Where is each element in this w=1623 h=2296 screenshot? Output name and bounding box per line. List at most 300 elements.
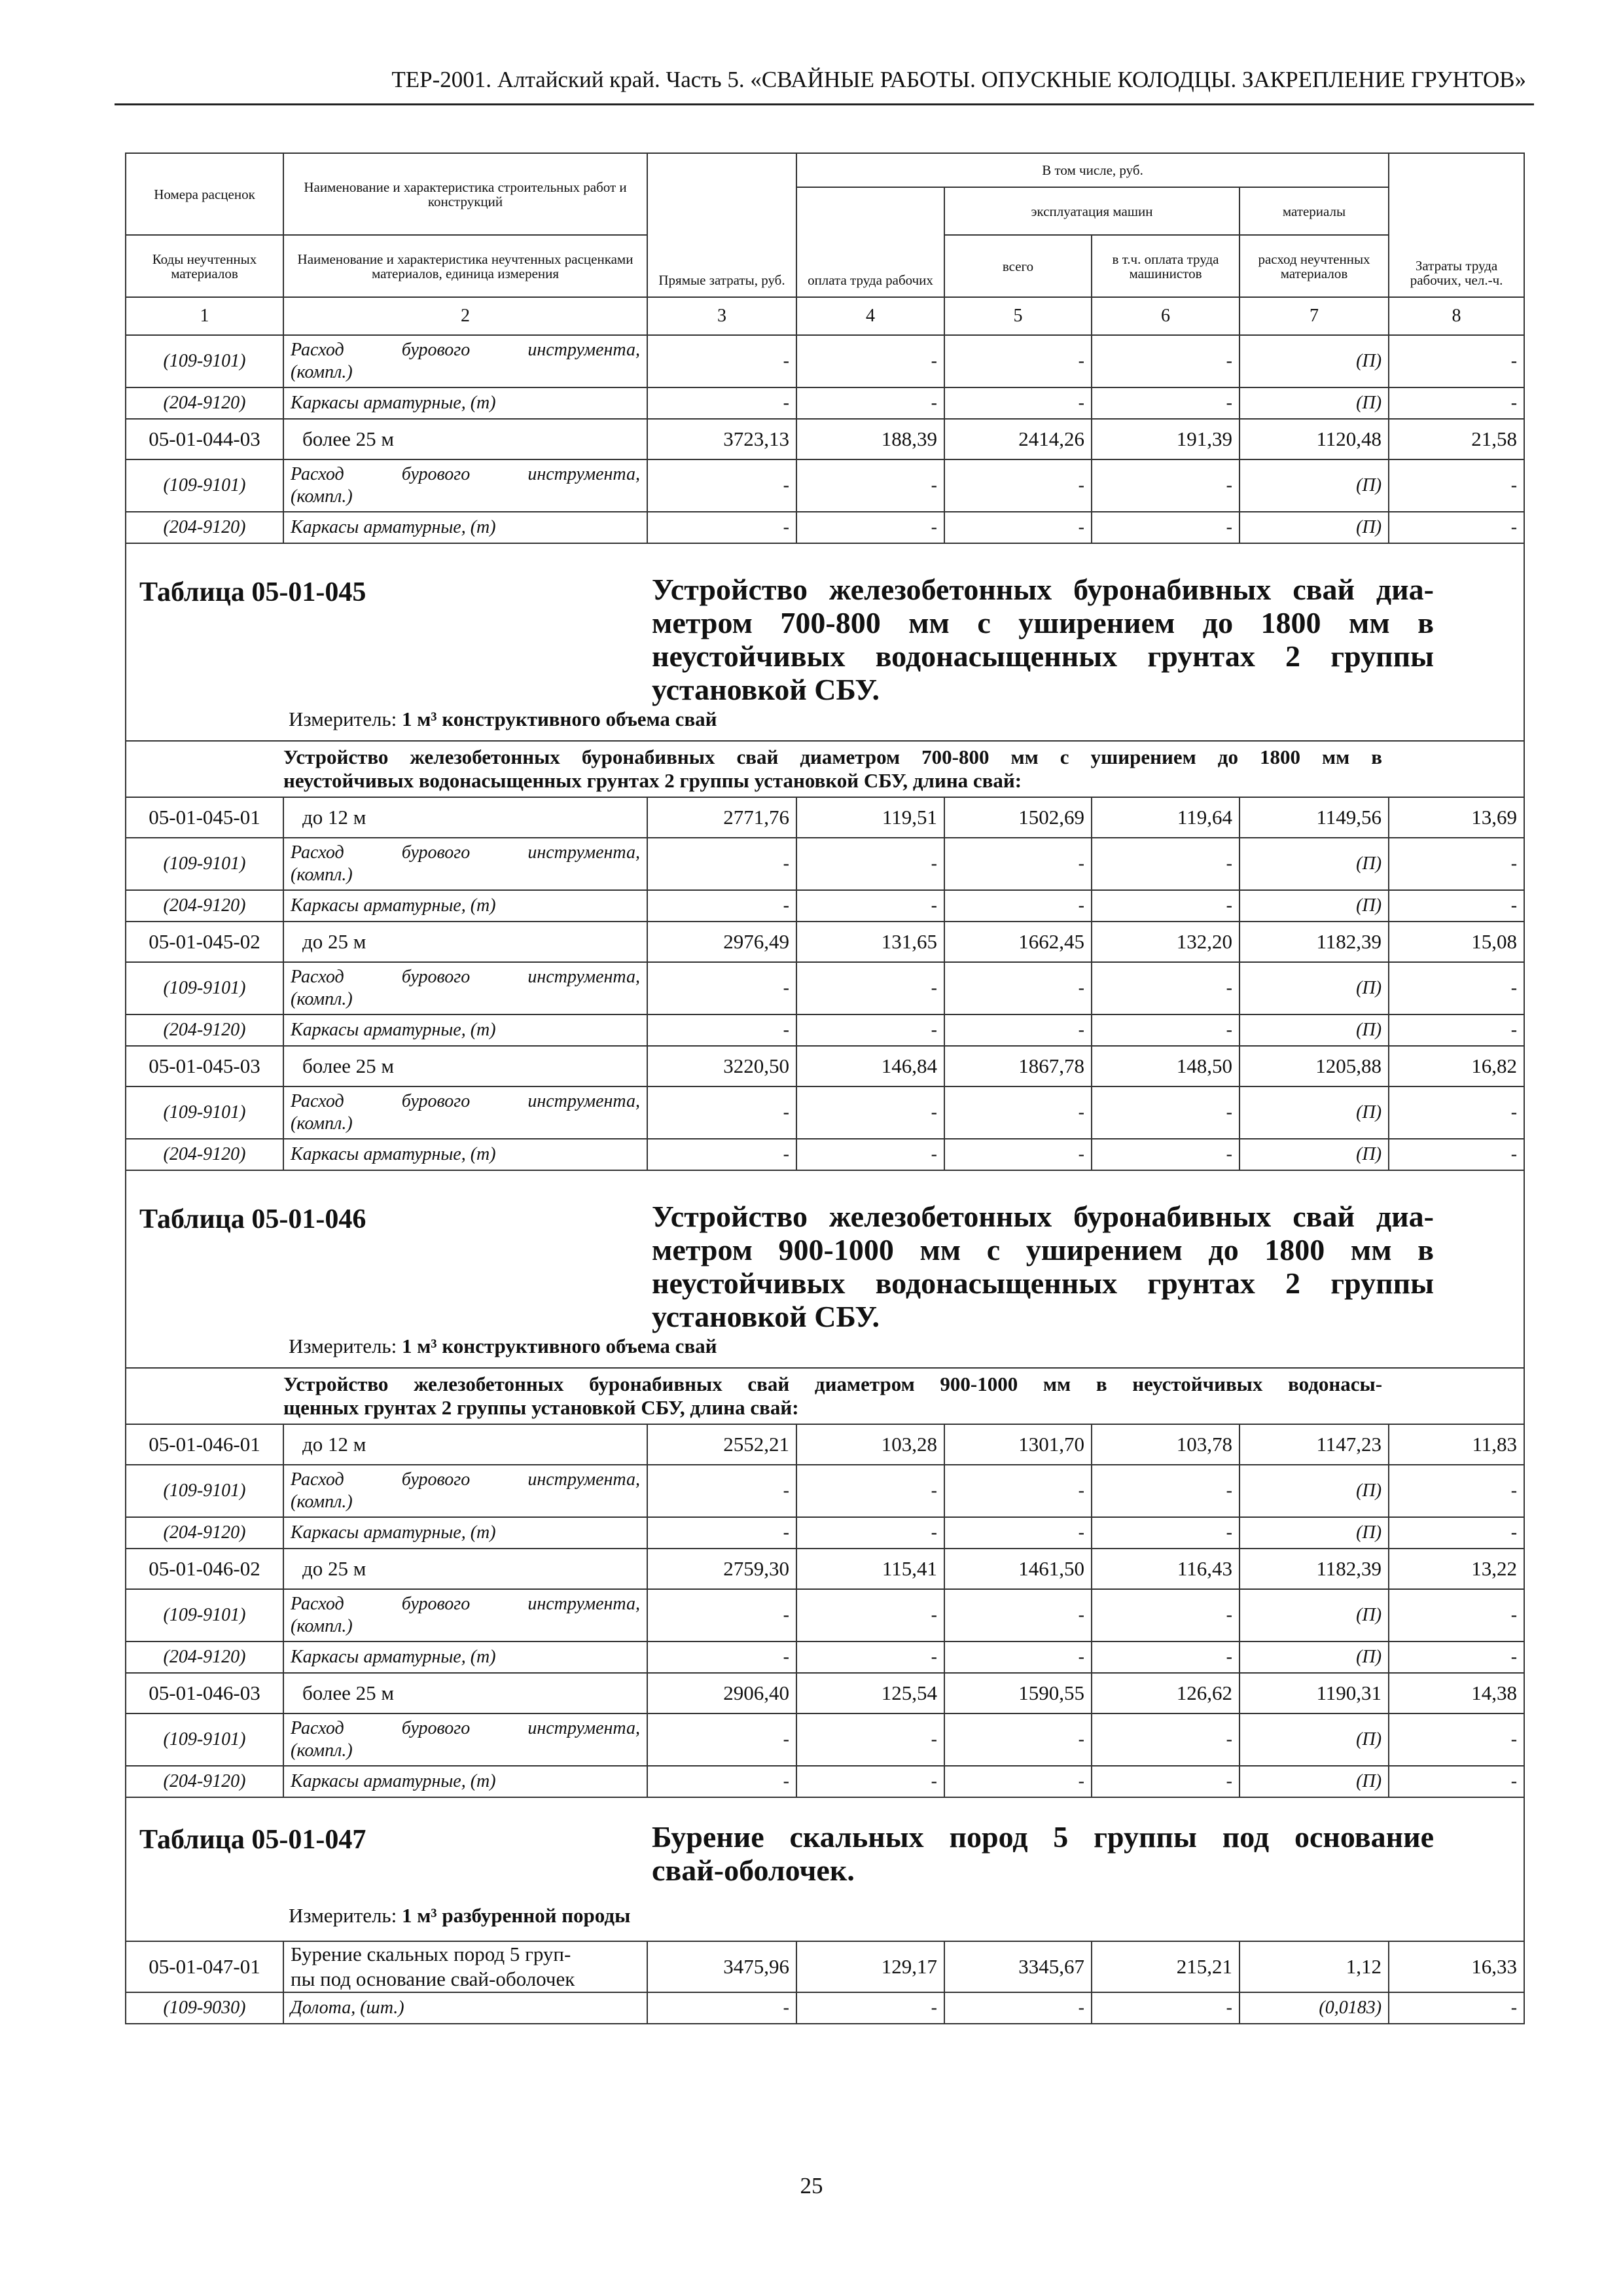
material-row	[126, 1992, 1524, 2024]
material-consumption: (П)	[1240, 1517, 1389, 1549]
rate-value: 119,51	[796, 797, 944, 838]
table-meter	[289, 708, 717, 731]
table-heading-row	[126, 543, 1524, 741]
material-name-line: (компл.)	[291, 1616, 353, 1636]
rate-value: 3345,67	[944, 1941, 1092, 1992]
empty-value: -	[796, 335, 944, 387]
table-title	[652, 1820, 1434, 1887]
empty-value: -	[796, 1713, 944, 1766]
empty-value: -	[1092, 1014, 1240, 1046]
material-name-line: Расход бурового инструмента,	[291, 1091, 640, 1111]
table-heading	[126, 1170, 1524, 1368]
text-line: неустойчивых водонасыщенных грунтах 2 группы установкой СБУ, длина свай:	[283, 769, 1022, 792]
rate-value: 125,54	[796, 1673, 944, 1713]
material-name	[283, 1465, 647, 1517]
col-number: 2	[283, 297, 647, 335]
material-code: (109-9030)	[126, 1992, 283, 2024]
col-number: 7	[1240, 297, 1389, 335]
text-line: установкой СБУ.	[652, 673, 880, 706]
table-heading	[126, 543, 1524, 741]
rate-name: более 25 м	[283, 419, 647, 459]
material-name: Каркасы арматурные, (т)	[283, 1139, 647, 1170]
material-code: (109-9101)	[126, 1465, 283, 1517]
material-row	[126, 512, 1524, 543]
material-name: Каркасы арматурные, (т)	[283, 512, 647, 543]
text-line: неустойчивых водонасыщенных грунтах 2 группы	[652, 1266, 1434, 1300]
empty-value: -	[1092, 459, 1240, 512]
section-subheading-row	[126, 1368, 1524, 1424]
empty-value: -	[944, 1139, 1092, 1170]
col-number: 4	[796, 297, 944, 335]
rate-name: более 25 м	[283, 1046, 647, 1086]
rate-value: 132,20	[1092, 922, 1240, 962]
rate-code: 05-01-046-02	[126, 1549, 283, 1589]
material-name-line: Расход бурового инструмента,	[291, 340, 640, 360]
material-name-line: (компл.)	[291, 989, 353, 1009]
section-subheading	[283, 741, 1389, 797]
rate-code: 05-01-046-01	[126, 1424, 283, 1465]
material-name-line: Расход бурового инструмента,	[291, 1469, 640, 1490]
col-header-materials: материалы	[1240, 187, 1389, 235]
meter-unit: 1 м³ конструктивного объема свай	[401, 1335, 717, 1357]
table-label: Таблица 05-01-045	[139, 577, 366, 607]
rate-name: до 12 м	[283, 797, 647, 838]
table-title	[652, 1200, 1434, 1333]
rate-value: 1662,45	[944, 922, 1092, 962]
empty-value: -	[647, 1589, 796, 1641]
text-line: щенных грунтах 2 группы установкой СБУ, длина свай:	[283, 1396, 799, 1419]
material-row	[126, 962, 1524, 1014]
empty-value: -	[944, 512, 1092, 543]
empty-value: -	[1092, 838, 1240, 890]
empty-value: -	[944, 890, 1092, 922]
empty-value: -	[1092, 1766, 1240, 1797]
text-line: метром 700-800 мм с уширением до 1800 мм в	[652, 606, 1434, 639]
material-name: Каркасы арматурные, (т)	[283, 1766, 647, 1797]
table-meter	[289, 1335, 717, 1358]
empty-value: -	[796, 1992, 944, 2024]
empty-value: -	[944, 1992, 1092, 2024]
rate-value: 2906,40	[647, 1673, 796, 1713]
empty-value: -	[1092, 1713, 1240, 1766]
meter-unit: 1 м³ разбуренной породы	[401, 1904, 631, 1927]
material-row	[126, 1766, 1524, 1797]
rate-value: 188,39	[796, 419, 944, 459]
rate-name	[283, 1941, 647, 1992]
rate-value: 3220,50	[647, 1046, 796, 1086]
rate-value: 129,17	[796, 1941, 944, 1992]
empty-value: -	[944, 459, 1092, 512]
rate-value: 16,33	[1389, 1941, 1524, 1992]
material-consumption: (П)	[1240, 459, 1389, 512]
meter-unit: 1 м³ конструктивного объема свай	[401, 708, 717, 730]
empty-value: -	[647, 1766, 796, 1797]
material-name	[283, 1713, 647, 1766]
rate-row	[126, 797, 1524, 838]
rate-value: 119,64	[1092, 797, 1240, 838]
empty-value: -	[647, 512, 796, 543]
empty-value: -	[944, 1517, 1092, 1549]
rate-value: 148,50	[1092, 1046, 1240, 1086]
material-code: (109-9101)	[126, 1086, 283, 1139]
empty-value: -	[1389, 838, 1524, 890]
empty-value: -	[796, 1465, 944, 1517]
material-name-line: (компл.)	[291, 1740, 353, 1761]
rate-row	[126, 1673, 1524, 1713]
empty-value: -	[647, 962, 796, 1014]
empty-value: -	[647, 1517, 796, 1549]
empty-value: -	[1389, 1641, 1524, 1673]
rate-code: 05-01-044-03	[126, 419, 283, 459]
material-name	[283, 1086, 647, 1139]
empty-cell	[1389, 741, 1524, 797]
material-consumption: (П)	[1240, 335, 1389, 387]
empty-value: -	[944, 962, 1092, 1014]
material-consumption: (П)	[1240, 962, 1389, 1014]
empty-value: -	[1389, 1014, 1524, 1046]
material-row	[126, 1517, 1524, 1549]
running-header: ТЕР-2001. Алтайский край. Часть 5. «СВАЙНЫЕ РАБОТЫ. ОПУСКНЫЕ КОЛОДЦЫ. ЗАКРЕПЛЕНИЕ ГРУНТОВ»	[391, 67, 1526, 92]
rate-value: 1182,39	[1240, 1549, 1389, 1589]
col-header-mat-names: Наименование и характеристика неучтенных расценками материалов, единица измерения	[283, 235, 647, 297]
header-rule	[115, 103, 1534, 105]
rate-value: 1,12	[1240, 1941, 1389, 1992]
empty-value: -	[1389, 1517, 1524, 1549]
material-name-line: (компл.)	[291, 362, 353, 382]
rate-code: 05-01-046-03	[126, 1673, 283, 1713]
material-consumption: (П)	[1240, 1766, 1389, 1797]
material-consumption: (П)	[1240, 1641, 1389, 1673]
empty-value: -	[944, 1465, 1092, 1517]
material-consumption: (0,0183)	[1240, 1992, 1389, 2024]
rate-value: 11,83	[1389, 1424, 1524, 1465]
rate-name-line: пы под основание свай-оболочек	[291, 1967, 575, 1990]
rate-value: 191,39	[1092, 419, 1240, 459]
empty-value: -	[796, 1139, 944, 1170]
rate-value: 14,38	[1389, 1673, 1524, 1713]
meter-prefix: Измеритель:	[289, 1335, 402, 1357]
rate-name: до 25 м	[283, 1549, 647, 1589]
rate-value: 115,41	[796, 1549, 944, 1589]
empty-value: -	[1092, 1086, 1240, 1139]
material-code: (204-9120)	[126, 1517, 283, 1549]
empty-value: -	[1389, 1589, 1524, 1641]
text-line: Устройство железобетонных буронабивных свай диа-	[652, 1200, 1434, 1233]
empty-cell	[126, 1368, 283, 1424]
material-name-line: Расход бурового инструмента,	[291, 1718, 640, 1738]
empty-value: -	[1092, 1465, 1240, 1517]
empty-value: -	[647, 387, 796, 419]
empty-value: -	[796, 1517, 944, 1549]
rate-row	[126, 922, 1524, 962]
material-name	[283, 1589, 647, 1641]
rate-value: 2771,76	[647, 797, 796, 838]
material-consumption: (П)	[1240, 1139, 1389, 1170]
empty-value: -	[944, 1766, 1092, 1797]
empty-value: -	[1092, 1139, 1240, 1170]
empty-cell	[126, 741, 283, 797]
text-line: установкой СБУ.	[652, 1300, 880, 1333]
empty-value: -	[1092, 335, 1240, 387]
table-label: Таблица 05-01-047	[139, 1825, 366, 1855]
material-row	[126, 1713, 1524, 1766]
empty-value: -	[944, 1014, 1092, 1046]
empty-value: -	[1389, 1465, 1524, 1517]
rate-value: 15,08	[1389, 922, 1524, 962]
table-title	[652, 573, 1434, 706]
empty-value: -	[1389, 1992, 1524, 2024]
material-name-line: Расход бурового инструмента,	[291, 1594, 640, 1614]
empty-value: -	[796, 1641, 944, 1673]
rate-row	[126, 1424, 1524, 1465]
material-consumption: (П)	[1240, 838, 1389, 890]
rate-value: 215,21	[1092, 1941, 1240, 1992]
rate-value: 1461,50	[944, 1549, 1092, 1589]
rate-row	[126, 419, 1524, 459]
rate-name-line: Бурение скальных пород 5 груп-	[291, 1943, 571, 1965]
empty-value: -	[796, 890, 944, 922]
empty-value: -	[1092, 1589, 1240, 1641]
material-consumption: (П)	[1240, 1713, 1389, 1766]
rate-row	[126, 1549, 1524, 1589]
empty-value: -	[796, 1589, 944, 1641]
col-number: 6	[1092, 297, 1240, 335]
text-line: Устройство железобетонных буронабивных свай диа-	[652, 573, 1434, 606]
text-line: неустойчивых водонасыщенных грунтах 2 группы	[652, 639, 1434, 673]
table-label: Таблица 05-01-046	[139, 1204, 366, 1234]
empty-value: -	[1389, 1086, 1524, 1139]
empty-value: -	[796, 962, 944, 1014]
col-header-operator-pay: в т.ч. оплата труда машинистов	[1092, 235, 1240, 297]
empty-value: -	[647, 1713, 796, 1766]
rate-value: 2414,26	[944, 419, 1092, 459]
material-code: (204-9120)	[126, 890, 283, 922]
empty-value: -	[1389, 1139, 1524, 1170]
material-row	[126, 1014, 1524, 1046]
material-row	[126, 1641, 1524, 1673]
empty-value: -	[1092, 512, 1240, 543]
material-name-line: (компл.)	[291, 486, 353, 507]
material-row	[126, 1589, 1524, 1641]
material-consumption: (П)	[1240, 890, 1389, 922]
meter-prefix: Измеритель:	[289, 708, 402, 730]
table-heading	[126, 1797, 1524, 1941]
rate-value: 1120,48	[1240, 419, 1389, 459]
col-header-in-total: В том числе, руб.	[796, 153, 1389, 187]
empty-value: -	[1092, 890, 1240, 922]
empty-value: -	[1389, 1713, 1524, 1766]
material-row	[126, 838, 1524, 890]
material-row	[126, 1086, 1524, 1139]
material-consumption: (П)	[1240, 387, 1389, 419]
col-number: 3	[647, 297, 796, 335]
material-name-line: Расход бурового инструмента,	[291, 464, 640, 484]
material-name	[283, 459, 647, 512]
material-name: Каркасы арматурные, (т)	[283, 1014, 647, 1046]
empty-cell	[1389, 1368, 1524, 1424]
empty-value: -	[1389, 962, 1524, 1014]
material-name-line: (компл.)	[291, 1113, 353, 1134]
rate-value: 1182,39	[1240, 922, 1389, 962]
col-header-rate-numbers: Номера расценок	[126, 153, 283, 235]
rate-value: 1149,56	[1240, 797, 1389, 838]
material-code: (204-9120)	[126, 1766, 283, 1797]
material-code: (204-9120)	[126, 1014, 283, 1046]
material-code: (109-9101)	[126, 838, 283, 890]
rate-code: 05-01-045-01	[126, 797, 283, 838]
material-name-line: (компл.)	[291, 1492, 353, 1512]
material-name-line: Расход бурового инструмента,	[291, 967, 640, 987]
empty-value: -	[1389, 512, 1524, 543]
empty-value: -	[944, 1641, 1092, 1673]
rate-row	[126, 1046, 1524, 1086]
empty-value: -	[647, 459, 796, 512]
material-row	[126, 459, 1524, 512]
material-consumption: (П)	[1240, 1589, 1389, 1641]
rate-value: 13,69	[1389, 797, 1524, 838]
empty-value: -	[1389, 387, 1524, 419]
rate-value: 1147,23	[1240, 1424, 1389, 1465]
empty-value: -	[647, 1139, 796, 1170]
rate-value: 13,22	[1389, 1549, 1524, 1589]
col-number: 1	[126, 297, 283, 335]
rate-value: 1301,70	[944, 1424, 1092, 1465]
empty-value: -	[944, 1589, 1092, 1641]
col-header-worker-pay: оплата труда рабочих	[796, 187, 944, 297]
rate-value: 3723,13	[647, 419, 796, 459]
material-code: (109-9101)	[126, 459, 283, 512]
rate-value: 1190,31	[1240, 1673, 1389, 1713]
rate-value: 1205,88	[1240, 1046, 1389, 1086]
empty-value: -	[1092, 1992, 1240, 2024]
material-name: Каркасы арматурные, (т)	[283, 1641, 647, 1673]
material-name	[283, 962, 647, 1014]
rate-value: 16,82	[1389, 1046, 1524, 1086]
col-header-mat-codes: Коды неучтенных материалов	[126, 235, 283, 297]
empty-value: -	[796, 512, 944, 543]
material-name	[283, 335, 647, 387]
material-code: (109-9101)	[126, 962, 283, 1014]
rate-value: 103,28	[796, 1424, 944, 1465]
empty-value: -	[647, 838, 796, 890]
col-number: 5	[944, 297, 1092, 335]
material-code: (204-9120)	[126, 1139, 283, 1170]
material-name	[283, 838, 647, 890]
empty-value: -	[1389, 335, 1524, 387]
material-consumption: (П)	[1240, 1465, 1389, 1517]
rate-name: до 12 м	[283, 1424, 647, 1465]
empty-value: -	[1092, 962, 1240, 1014]
empty-value: -	[944, 387, 1092, 419]
material-name: Долота, (шт.)	[283, 1992, 647, 2024]
material-consumption: (П)	[1240, 1014, 1389, 1046]
rate-row	[126, 1941, 1524, 1992]
material-name-line: (компл.)	[291, 865, 353, 885]
section-subheading	[283, 1368, 1389, 1424]
material-row	[126, 1465, 1524, 1517]
empty-value: -	[1092, 1517, 1240, 1549]
empty-value: -	[647, 335, 796, 387]
empty-value: -	[1092, 1641, 1240, 1673]
empty-value: -	[647, 1086, 796, 1139]
page-number: 25	[800, 2173, 823, 2198]
material-consumption: (П)	[1240, 1086, 1389, 1139]
material-row	[126, 387, 1524, 419]
empty-value: -	[796, 459, 944, 512]
empty-value: -	[647, 1992, 796, 2024]
text-line: Устройство железобетонных буронабивных свай диаметром 700-800 мм с уширением до 1800 мм в	[283, 745, 1383, 768]
material-code: (204-9120)	[126, 1641, 283, 1673]
empty-value: -	[1389, 459, 1524, 512]
rate-name: до 25 м	[283, 922, 647, 962]
empty-value: -	[647, 1014, 796, 1046]
price-table	[125, 152, 1525, 2024]
rate-value: 2552,21	[647, 1424, 796, 1465]
empty-value: -	[1092, 387, 1240, 419]
table-meter	[289, 1904, 630, 1928]
material-row	[126, 890, 1524, 922]
rate-value: 1590,55	[944, 1673, 1092, 1713]
empty-value: -	[796, 838, 944, 890]
col-number: 8	[1389, 297, 1524, 335]
material-row	[126, 335, 1524, 387]
empty-value: -	[647, 1465, 796, 1517]
rate-value: 126,62	[1092, 1673, 1240, 1713]
material-name: Каркасы арматурные, (т)	[283, 890, 647, 922]
text-line: метром 900-1000 мм с уширением до 1800 мм в	[652, 1233, 1434, 1266]
empty-value: -	[944, 1713, 1092, 1766]
table-heading-row	[126, 1797, 1524, 1941]
material-code: (204-9120)	[126, 387, 283, 419]
empty-value: -	[1389, 890, 1524, 922]
section-subheading-row	[126, 741, 1524, 797]
rate-code: 05-01-045-02	[126, 922, 283, 962]
col-header-labor-costs: Затраты труда рабочих, чел.-ч.	[1389, 153, 1524, 297]
rate-value: 1502,69	[944, 797, 1092, 838]
rate-value: 3475,96	[647, 1941, 796, 1992]
col-header-direct-costs: Прямые затраты, руб.	[647, 153, 796, 297]
material-code: (109-9101)	[126, 1589, 283, 1641]
material-consumption: (П)	[1240, 512, 1389, 543]
material-row	[126, 1139, 1524, 1170]
col-header-unaccounted-mat: расход неучтенных материалов	[1240, 235, 1389, 297]
rate-code: 05-01-047-01	[126, 1941, 283, 1992]
rate-name: более 25 м	[283, 1673, 647, 1713]
empty-value: -	[647, 890, 796, 922]
empty-value: -	[944, 1086, 1092, 1139]
meter-prefix: Измеритель:	[289, 1904, 402, 1927]
rate-value: 103,78	[1092, 1424, 1240, 1465]
empty-value: -	[944, 838, 1092, 890]
empty-value: -	[647, 1641, 796, 1673]
col-header-work-name: Наименование и характеристика строительных работ и конструкций	[283, 153, 647, 235]
material-code: (109-9101)	[126, 1713, 283, 1766]
rate-code: 05-01-045-03	[126, 1046, 283, 1086]
rate-value: 21,58	[1389, 419, 1524, 459]
material-name: Каркасы арматурные, (т)	[283, 1517, 647, 1549]
empty-value: -	[796, 387, 944, 419]
rate-value: 131,65	[796, 922, 944, 962]
material-name: Каркасы арматурные, (т)	[283, 387, 647, 419]
empty-value: -	[1389, 1766, 1524, 1797]
material-name-line: Расход бурового инструмента,	[291, 842, 640, 863]
empty-value: -	[796, 1766, 944, 1797]
text-line: Устройство железобетонных буронабивных свай диаметром 900-1000 мм в неустойчивых водонасы-	[283, 1372, 1383, 1395]
material-code: (109-9101)	[126, 335, 283, 387]
rate-value: 2759,30	[647, 1549, 796, 1589]
text-line: Бурение скальных пород 5 группы под основание	[652, 1820, 1434, 1854]
col-header-machine-ops: эксплуатация машин	[944, 187, 1240, 235]
